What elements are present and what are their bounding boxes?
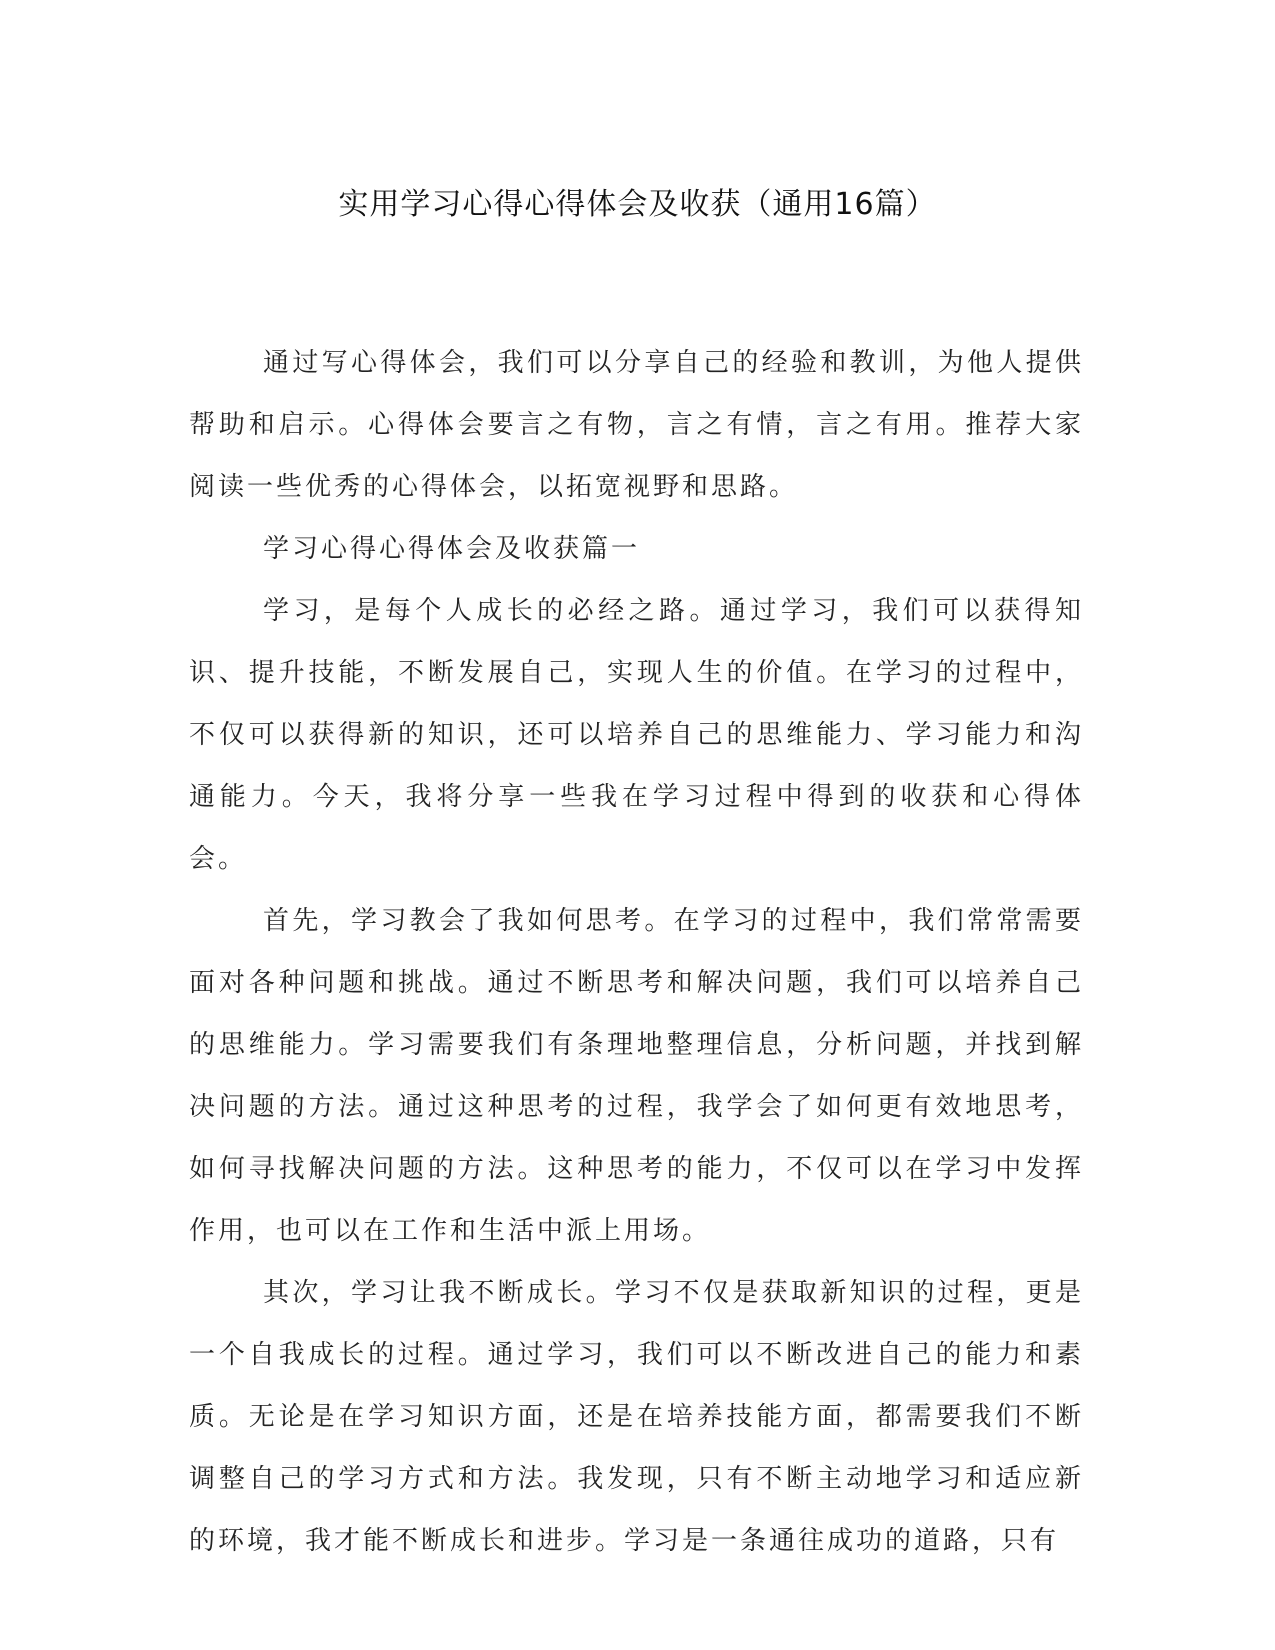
document-body — [189, 332, 1084, 1572]
body-paragraph-2: 首先，学习教会了我如何思考。在学习的过程中，我们常常需要面对各种问题和挑战。通过不断思考和解决问题，我们可以培养自己的思维能力。学习需要我们有条理地整理信息，分析问题，并找到解决问题的方法。通过这种思考的过程，我学会了如何更有效地思考，如何寻找解决问题的方法。这种思考的能力，不仅可以在学习中发挥作用，也可以在工作和生活中派上用场。 — [189, 906, 1084, 1246]
document-title: 实用学习心得心得体会及收获（通用16篇） — [338, 187, 937, 222]
intro-paragraph: 通过写心得体会，我们可以分享自己的经验和教训，为他人提供帮助和启示。心得体会要言之有物，言之有情，言之有用。推荐大家阅读一些优秀的心得体会，以拓宽视野和思路。 — [189, 348, 1084, 502]
body-paragraph-3: 其次，学习让我不断成长。学习不仅是获取新知识的过程，更是一个自我成长的过程。通过学习，我们可以不断改进自己的能力和素质。无论是在学习知识方面，还是在培养技能方面，都需要我们不断调整自己的学习方式和方法。我发现，只有不断主动地学习和适应新的环境，我才能不断成长和进步。学习是一条通往成功的道路，只有 — [189, 1278, 1084, 1556]
section-heading: 学习心得心得体会及收获篇一 — [263, 534, 641, 564]
body-paragraph-1: 学习，是每个人成长的必经之路。通过学习，我们可以获得知识、提升技能，不断发展自己，实现人生的价值。在学习的过程中，不仅可以获得新的知识，还可以培养自己的思维能力、学习能力和沟通能力。今天，我将分享一些我在学习过程中得到的收获和心得体会。 — [189, 596, 1084, 874]
